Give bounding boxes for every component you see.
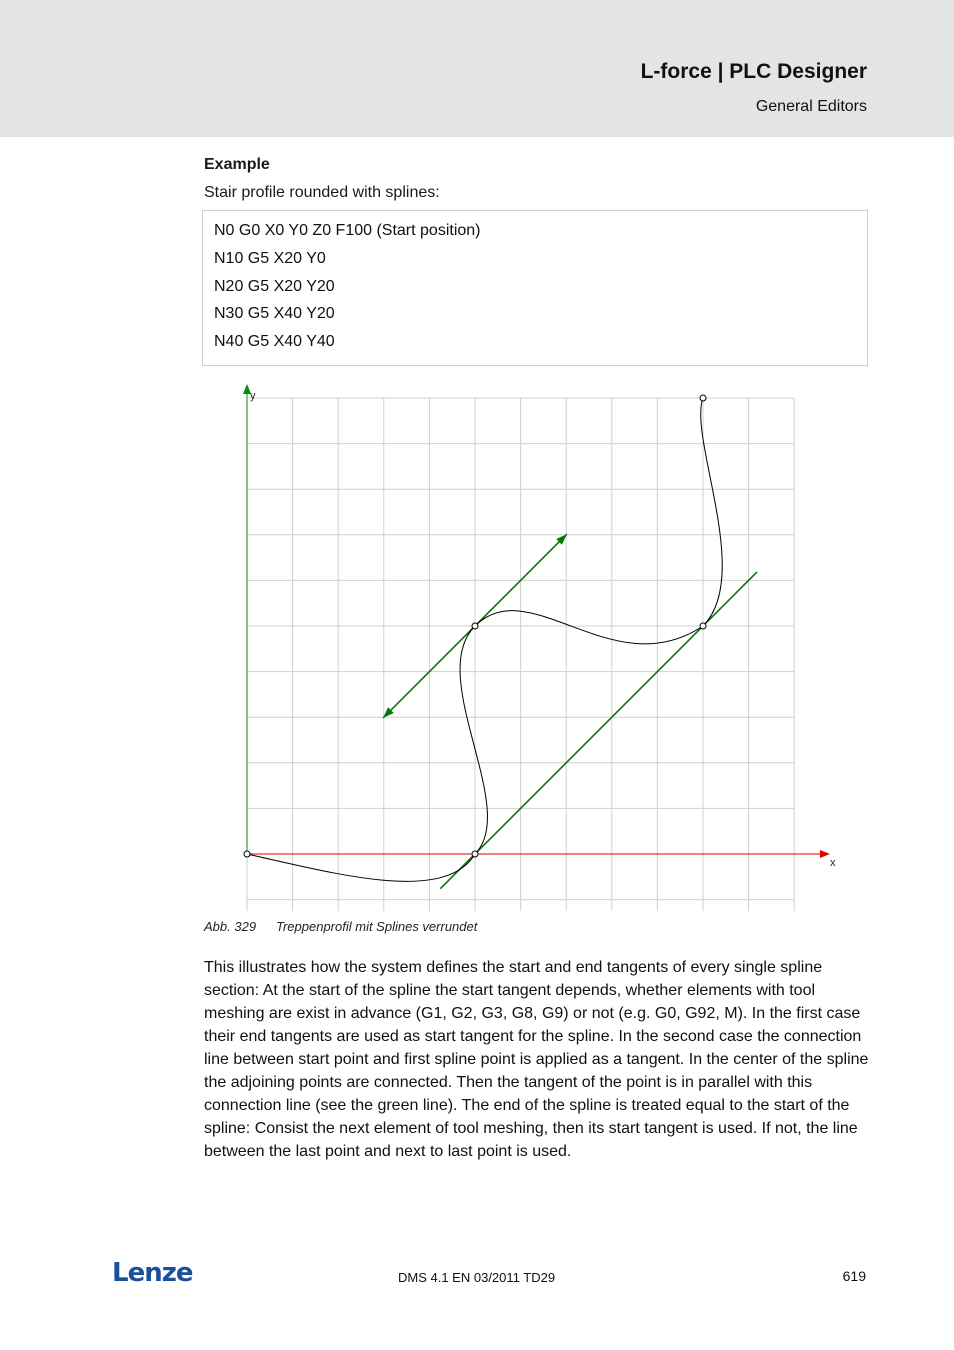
section-heading: Example <box>204 156 270 173</box>
y-axis-label: y <box>250 390 256 402</box>
document-title: L-force | PLC Designer <box>640 60 867 83</box>
code-line: N10 G5 X20 Y0 <box>214 250 326 267</box>
page-number: 619 <box>842 1268 866 1284</box>
figure-caption <box>204 919 477 934</box>
tangent-line <box>440 572 757 889</box>
body-paragraph: This illustrates how the system defines the start and end tangents of every single spline section: At the start of the spline the start tangent depends, whether elements with tool meshing are exist in advance (G1, G2, G3, G8, G9) or not (e.g. G0, G92, M). In the first case their end tangents are used as start tangent for the spline. In the second case the connection line between start point and first spline point is applied as a tangent. In the center of the spline the adjoining points are connected. Then the tangent of the point is in parallel with this connection line (see the green line). The end of the spline is treated equal to the start of the spline: Consist the next element of tool meshing, then its start tangent is used. If not, the line between the last point and next to last point is used. <box>204 959 869 1160</box>
spline-point <box>472 851 478 857</box>
spline-point <box>700 623 706 629</box>
intro-text: Stair profile rounded with splines: <box>204 184 440 201</box>
spline-point <box>472 623 478 629</box>
spline-point <box>700 395 706 401</box>
caption-text: Treppenprofil mit Splines verrundet <box>276 919 478 934</box>
lenze-logo: Lenze <box>112 1258 193 1288</box>
code-line: N0 G0 X0 Y0 Z0 F100 (Start position) <box>214 222 481 239</box>
document-reference: DMS 4.1 EN 03/2011 TD29 <box>398 1270 556 1285</box>
code-line: N40 G5 X40 Y40 <box>214 333 335 350</box>
chapter-title: General Editors <box>755 98 867 115</box>
code-line: N30 G5 X40 Y20 <box>214 305 335 322</box>
grid <box>247 398 794 911</box>
code-line: N20 G5 X20 Y20 <box>214 278 335 295</box>
spline-point <box>244 851 250 857</box>
x-axis-label: x <box>830 857 836 869</box>
x-axis-arrowhead <box>820 850 830 858</box>
caption-number: Abb. 329 <box>204 919 257 934</box>
tangent-lines <box>383 534 757 889</box>
